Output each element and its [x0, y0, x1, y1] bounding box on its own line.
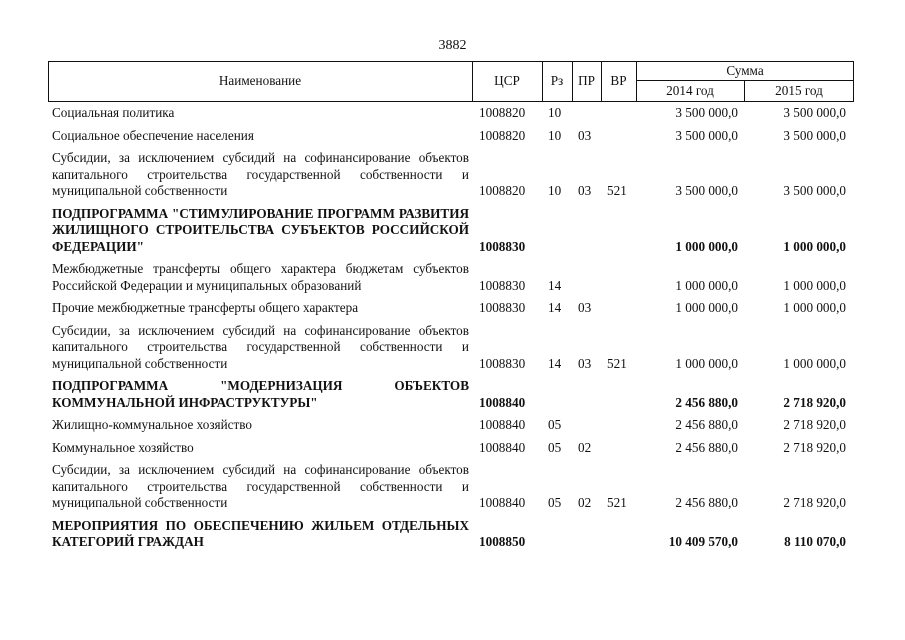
- row-pr: 02: [578, 439, 592, 455]
- row-rz: 14: [548, 355, 562, 371]
- table-row: [48, 462, 854, 512]
- row-name: Социальная политика: [52, 105, 175, 120]
- table-row: [48, 261, 854, 294]
- row-name: Прочие межбюджетные трансферты общего характера: [52, 300, 359, 315]
- table-row: [48, 323, 854, 373]
- row-2014: 2 456 880,0: [675, 417, 738, 432]
- row-name: Субсидии, за исключением субсидий на софинансирование объектов капитального строительства государственной собственности и муниципальной собственности: [52, 462, 469, 510]
- table-row: [48, 300, 854, 317]
- row-2015: 2 718 920,0: [783, 495, 846, 510]
- row-2015: 2 718 920,0: [783, 417, 846, 432]
- header-top-rule: [48, 61, 854, 62]
- row-csr: 1008830: [479, 238, 526, 254]
- row-name: Коммунальное хозяйство: [52, 439, 194, 455]
- row-rz: 05: [548, 439, 562, 455]
- row-2015: 3 500 000,0: [783, 127, 846, 143]
- row-csr: 1008830: [479, 277, 526, 293]
- row-csr: 1008820: [479, 183, 526, 198]
- row-2014: 2 456 880,0: [675, 394, 738, 410]
- page-number: 3882: [438, 38, 467, 53]
- row-csr: 1008820: [479, 105, 526, 120]
- row-vr: 521: [607, 355, 627, 371]
- row-2014: 1 000 000,0: [675, 300, 738, 315]
- header-vr: ВР: [610, 73, 627, 88]
- row-2015: 3 500 000,0: [783, 183, 846, 198]
- row-rz: 14: [548, 300, 562, 315]
- row-2015: 1 000 000,0: [783, 300, 846, 315]
- row-name: Субсидии, за исключением субсидий на софинансирование объектов капитального строительства государственной собственности и муниципальной собственности: [52, 322, 469, 371]
- row-2015: 1 000 000,0: [783, 277, 846, 293]
- row-2014: 3 500 000,0: [675, 105, 738, 120]
- table-row: [48, 518, 854, 551]
- row-2014: 1 000 000,0: [675, 355, 738, 371]
- row-2014: 2 456 880,0: [675, 439, 738, 455]
- header-name: Наименование: [218, 73, 302, 88]
- row-csr: 1008840: [479, 417, 526, 432]
- row-rz: 14: [548, 277, 562, 293]
- row-name: ПОДПРОГРАММА "МОДЕРНИЗАЦИЯ ОБЪЕКТОВ КОММУНАЛЬНОЙ ИНФРАСТРУКТУРЫ": [52, 378, 469, 410]
- row-vr: 521: [607, 495, 627, 510]
- header-csr: ЦСР: [494, 73, 520, 88]
- row-name: МЕРОПРИЯТИЯ ПО ОБЕСПЕЧЕНИЮ ЖИЛЬЕМ ОТДЕЛЬНЫХ КАТЕГОРИЙ ГРАЖДАН: [52, 517, 469, 549]
- row-csr: 1008820: [479, 127, 526, 143]
- row-2015: 2 718 920,0: [783, 439, 846, 455]
- row-csr: 1008830: [479, 300, 526, 315]
- row-2014: 3 500 000,0: [675, 183, 738, 198]
- row-rz: 05: [548, 495, 562, 510]
- row-csr: 1008840: [479, 495, 526, 510]
- row-2015: 3 500 000,0: [783, 105, 846, 120]
- row-name: ПОДПРОГРАММА "СТИМУЛИРОВАНИЕ ПРОГРАММ РАЗВИТИЯ ЖИЛИЩНОГО СТРОИТЕЛЬСТВА СУБЪЕКТОВ РОССИЙСКОЙ ФЕДЕРАЦИИ": [52, 205, 469, 254]
- row-2015: 2 718 920,0: [783, 394, 846, 410]
- row-2014: 1 000 000,0: [675, 238, 738, 254]
- row-csr: 1008830: [479, 355, 526, 371]
- row-pr: 03: [578, 355, 592, 371]
- table-row: [48, 440, 854, 457]
- row-rz: 10: [548, 183, 562, 198]
- table-body: [48, 105, 854, 551]
- header-pr: ПР: [578, 73, 595, 88]
- table-row: [48, 128, 854, 145]
- row-csr: 1008850: [479, 534, 526, 549]
- budget-table: [48, 61, 854, 551]
- row-pr: 02: [578, 495, 592, 510]
- table-row: [48, 105, 854, 122]
- row-name: Межбюджетные трансферты общего характера бюджетам субъектов Российской Федерации и муниципальных образований: [52, 261, 469, 293]
- row-2014: 1 000 000,0: [675, 277, 738, 293]
- table-row: [48, 417, 854, 434]
- row-csr: 1008840: [479, 394, 526, 410]
- row-name: Субсидии, за исключением субсидий на софинансирование объектов капитального строительства государственной собственности и муниципальной собственности: [52, 150, 469, 198]
- header-rz: Рз: [550, 73, 564, 88]
- table-row: [48, 206, 854, 256]
- row-name: Жилищно-коммунальное хозяйство: [52, 417, 253, 432]
- row-rz: 10: [548, 105, 562, 120]
- row-pr: 03: [578, 300, 592, 315]
- header-2014: 2014 год: [666, 83, 714, 98]
- row-pr: 03: [578, 127, 592, 143]
- row-2014: 2 456 880,0: [675, 495, 738, 510]
- row-2014: 3 500 000,0: [675, 127, 738, 143]
- header-2015: 2015 год: [775, 83, 823, 98]
- row-2015: 8 110 070,0: [784, 534, 846, 549]
- row-2015: 1 000 000,0: [783, 355, 846, 371]
- row-name: Социальное обеспечение населения: [52, 127, 254, 143]
- table-row: [48, 378, 854, 411]
- row-pr: 03: [578, 183, 592, 198]
- row-vr: 521: [607, 183, 627, 198]
- row-2015: 1 000 000,0: [783, 238, 846, 254]
- row-rz: 05: [548, 417, 562, 432]
- sum-subheader-rule: [636, 80, 854, 81]
- row-2014: 10 409 570,0: [668, 534, 738, 549]
- table-row: [48, 150, 854, 200]
- header-sum: Сумма: [726, 63, 764, 78]
- header-bottom-rule: [48, 101, 854, 102]
- row-csr: 1008840: [479, 439, 526, 455]
- table-header: [48, 61, 854, 101]
- row-rz: 10: [548, 127, 562, 143]
